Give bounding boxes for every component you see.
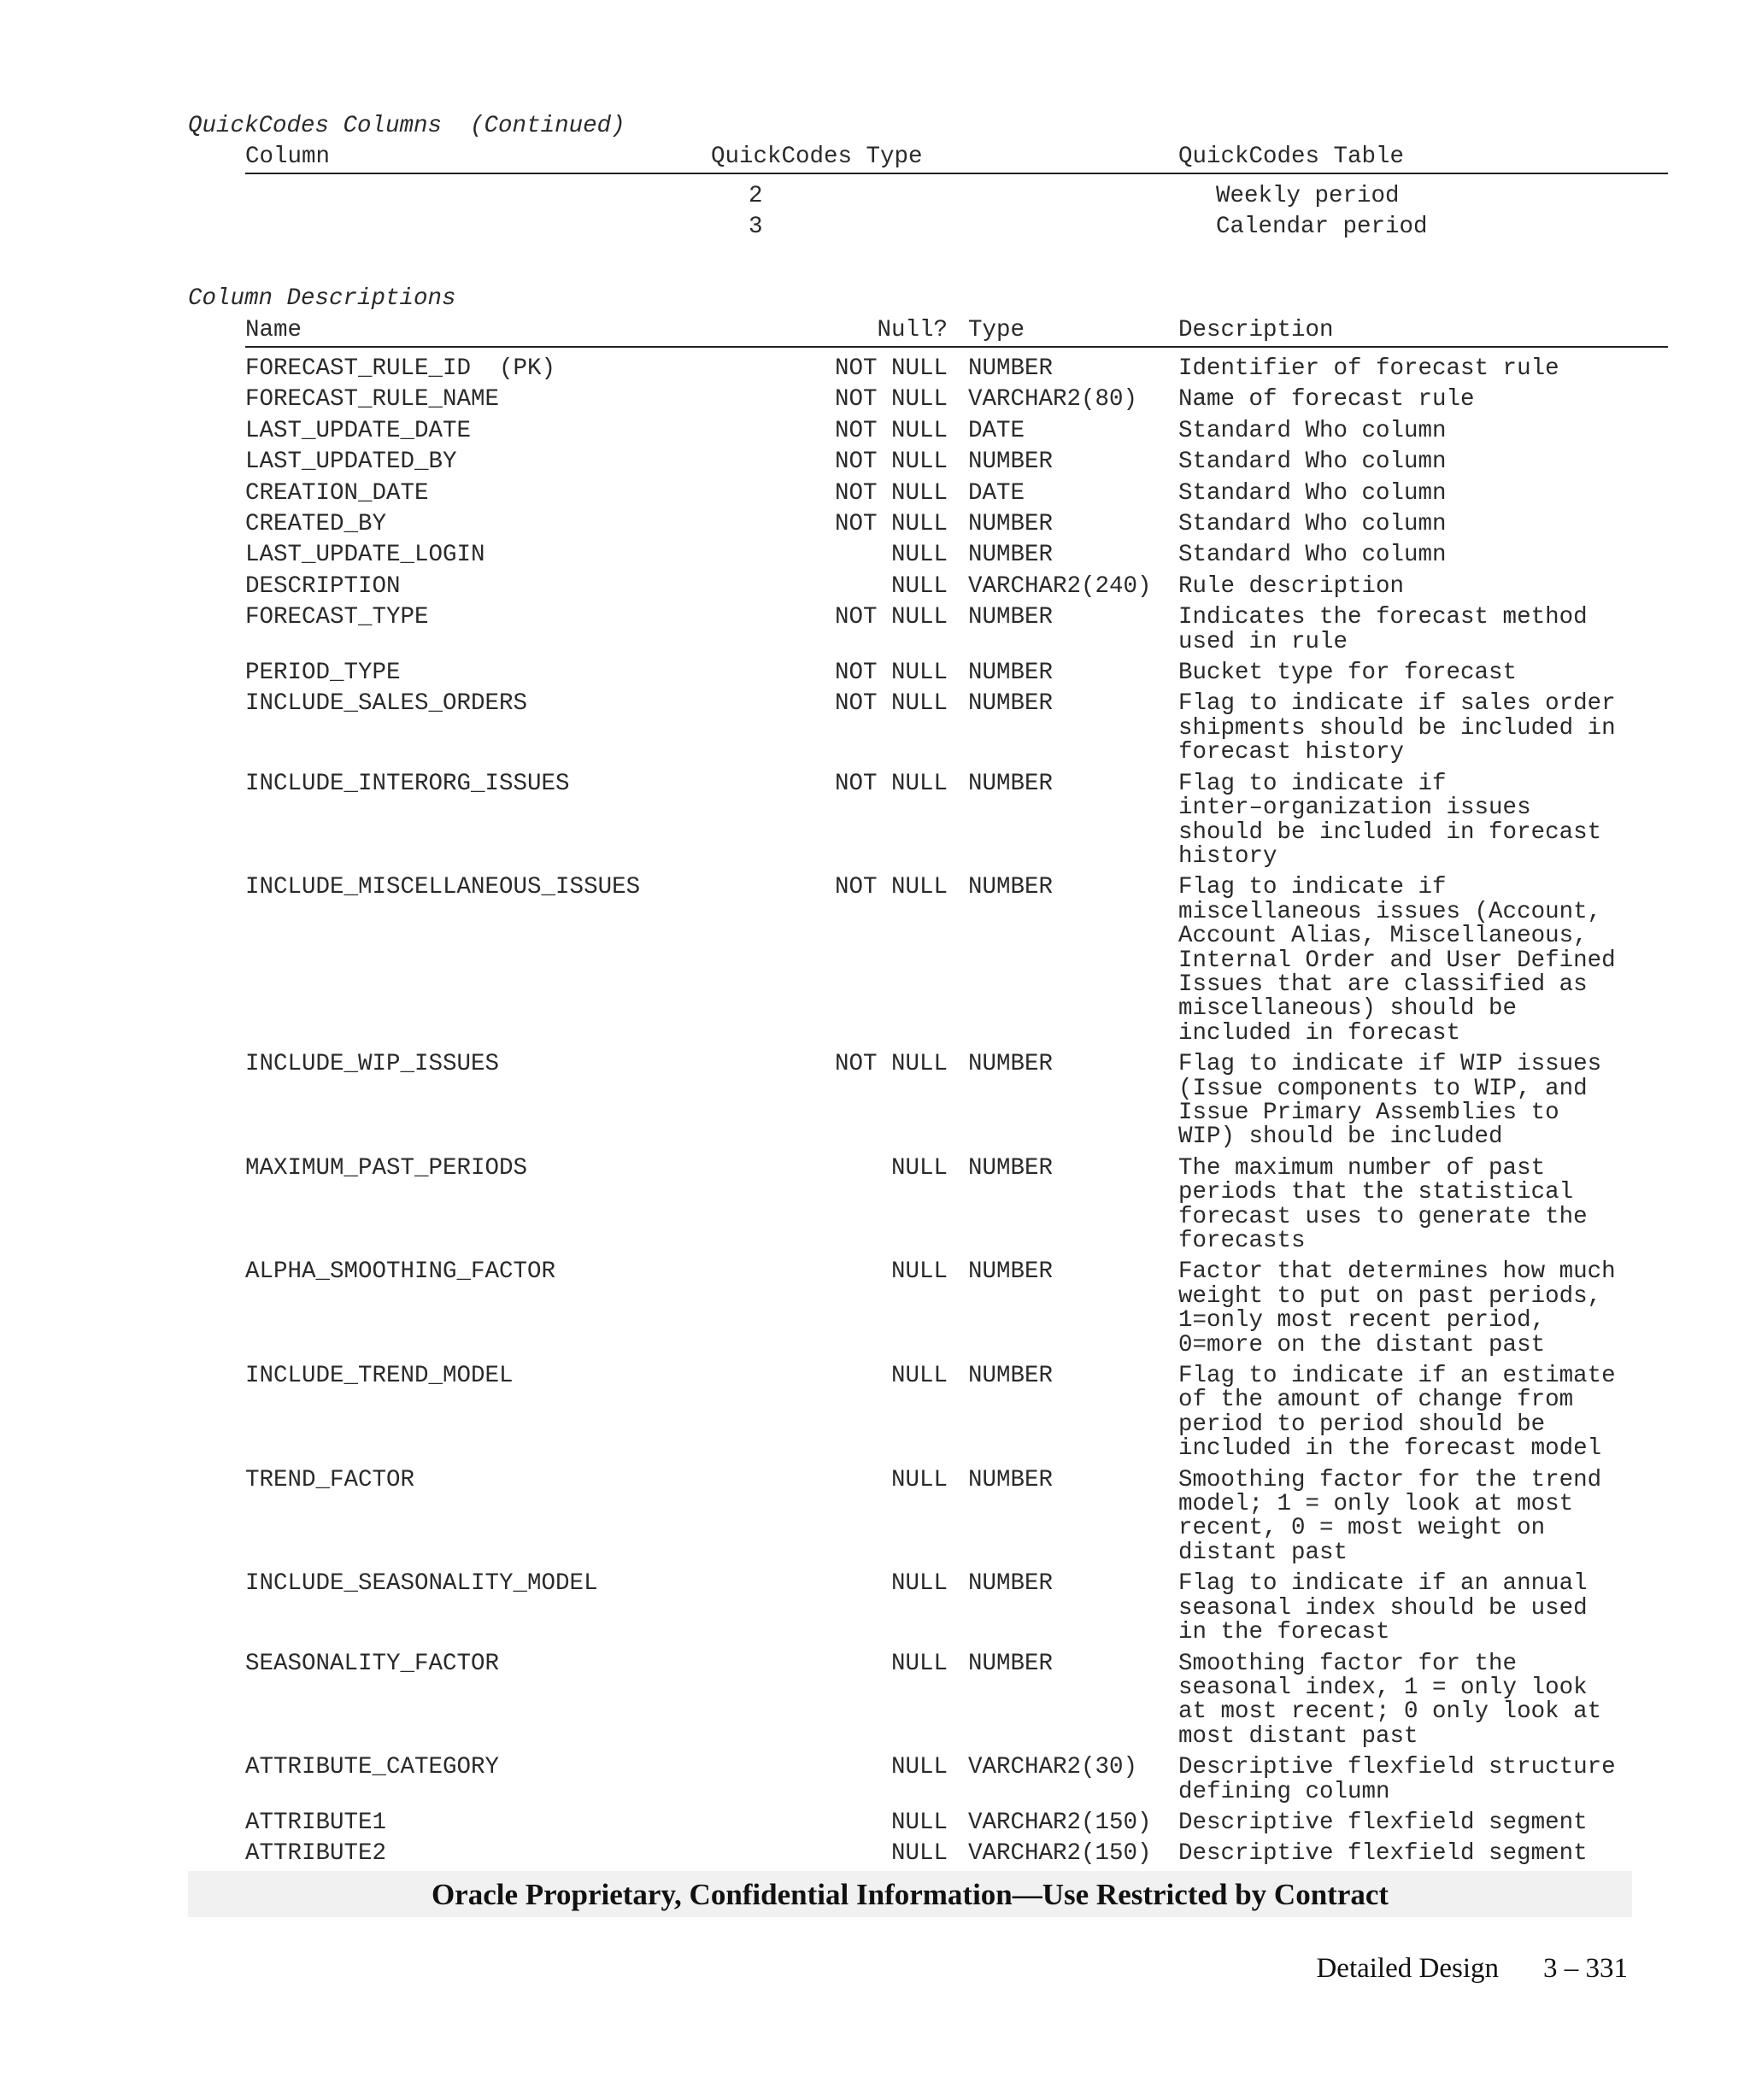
column-name: MAXIMUM_PAST_PERIODS: [245, 1154, 528, 1182]
column-type: NUMBER: [968, 355, 1054, 382]
section-title: Detailed Design: [1316, 1953, 1499, 1984]
column-type: VARCHAR2(240): [968, 572, 1152, 600]
column-type: NUMBER: [968, 1650, 1054, 1677]
table-row: [245, 692, 1668, 765]
header-type: Type: [968, 317, 1025, 343]
quickcodes-header-column: Column: [245, 144, 331, 170]
column-null: NULL: [890, 1363, 948, 1390]
column-type: NUMBER: [968, 1051, 1054, 1078]
column-null: NOT NULL: [834, 511, 948, 538]
column-null: NULL: [890, 1840, 948, 1868]
column-name: TREND_FACTOR: [245, 1466, 415, 1493]
column-name: ATTRIBUTE2: [245, 1840, 387, 1868]
column-name: CREATION_DATE: [245, 479, 429, 507]
table-row: [245, 1842, 1668, 1866]
quickcodes-type-value: 3: [749, 214, 763, 240]
table-row: [245, 1053, 1668, 1150]
column-descriptions-table: [245, 357, 1668, 1874]
column-name: PERIOD_TYPE: [245, 660, 401, 687]
column-description: The maximum number of past periods that the statistical forecast uses to generate the forecasts: [1178, 1154, 1588, 1254]
column-name: DESCRIPTION: [245, 572, 401, 600]
table-row: [245, 1154, 1668, 1254]
column-description: Flag to indicate if an estimate of the amount of change from period to period should be included in the forecast model: [1178, 1363, 1616, 1463]
header-description: Description: [1178, 317, 1334, 343]
column-name: ATTRIBUTE1: [245, 1809, 387, 1836]
column-null: NULL: [890, 1466, 948, 1493]
column-type: VARCHAR2(30): [968, 1754, 1138, 1781]
table-row: [245, 1260, 1668, 1358]
column-type: VARCHAR2(150): [968, 1809, 1152, 1836]
column-type: NUMBER: [968, 1363, 1054, 1390]
column-name: CREATED_BY: [245, 511, 387, 538]
column-description: Identifier of forecast rule: [1178, 355, 1559, 382]
column-type: NUMBER: [968, 1570, 1054, 1598]
table-row: [245, 543, 1668, 567]
column-description: Factor that determines how much weight to put on past periods, 1=only most recent period, 0=more on the distant past: [1178, 1258, 1616, 1358]
page-number: 3 – 331: [1543, 1953, 1628, 1984]
column-description: Flag to indicate if an annual seasonal index should be used in the forecast: [1178, 1570, 1588, 1646]
column-type: DATE: [968, 417, 1025, 444]
column-type: NUMBER: [968, 604, 1054, 631]
column-name: SEASONALITY_FACTOR: [245, 1650, 500, 1677]
quickcodes-header: [245, 145, 1668, 174]
column-description: Flag to indicate if sales order shipments should be included in forecast history: [1178, 690, 1616, 766]
column-description: Standard Who column: [1178, 417, 1447, 444]
column-null: NOT NULL: [834, 355, 948, 382]
column-description: Smoothing factor for the seasonal index, 1 = only look at most recent; 0 only look at most distant past: [1178, 1650, 1602, 1750]
column-null: NULL: [890, 1570, 948, 1598]
column-null: NOT NULL: [834, 417, 948, 444]
column-type: NUMBER: [968, 1466, 1054, 1493]
column-null: NOT NULL: [834, 386, 948, 414]
quickcodes-meaning: Weekly period: [1216, 183, 1400, 209]
table-row: [245, 1364, 1668, 1462]
quickcodes-meaning: Calendar period: [1216, 214, 1428, 240]
column-type: VARCHAR2(150): [968, 1840, 1152, 1868]
column-descriptions-header: [245, 319, 1668, 348]
column-name: LAST_UPDATE_LOGIN: [245, 542, 485, 569]
column-description: Flag to indicate if WIP issues (Issue components to WIP, and Issue Primary Assemblies to WIP) should be included: [1178, 1051, 1602, 1151]
table-row: [245, 419, 1668, 443]
confidential-notice: Oracle Proprietary, Confidential Information––Use Restricted by Contract: [431, 1878, 1389, 1911]
column-type: DATE: [968, 479, 1025, 507]
column-null: NULL: [890, 1258, 948, 1286]
column-type: NUMBER: [968, 874, 1054, 901]
quickcodes-header-table: QuickCodes Table: [1178, 144, 1405, 170]
column-name: INCLUDE_SALES_ORDERS: [245, 690, 528, 718]
column-description: Standard Who column: [1178, 479, 1447, 507]
table-row: [245, 1572, 1668, 1645]
table-row: [245, 606, 1668, 654]
column-name: INCLUDE_INTERORG_ISSUES: [245, 770, 570, 797]
column-description: Descriptive flexfield segment: [1178, 1840, 1588, 1868]
column-type: NUMBER: [968, 690, 1054, 718]
table-row: [245, 1466, 1668, 1566]
table-row: [245, 513, 1668, 537]
column-name: ALPHA_SMOOTHING_FACTOR: [245, 1258, 556, 1286]
column-description: Smoothing factor for the trend model; 1 = only look at most recent, 0 = most weight on distant past: [1178, 1466, 1602, 1566]
column-descriptions-caption: Column Descriptions: [188, 285, 456, 312]
column-null: NULL: [890, 1754, 948, 1781]
column-description: Bucket type for forecast: [1178, 660, 1518, 687]
quickcodes-caption: QuickCodes Columns (Continued): [188, 113, 625, 139]
column-name: INCLUDE_SEASONALITY_MODEL: [245, 1570, 598, 1598]
column-null: NOT NULL: [834, 449, 948, 476]
column-description: Standard Who column: [1178, 511, 1447, 538]
quickcodes-type-value: 2: [749, 183, 763, 209]
column-type: NUMBER: [968, 770, 1054, 797]
column-type: VARCHAR2(80): [968, 386, 1138, 414]
column-name: LAST_UPDATED_BY: [245, 449, 457, 476]
column-null: NOT NULL: [834, 690, 948, 718]
column-name: LAST_UPDATE_DATE: [245, 417, 472, 444]
column-description: Standard Who column: [1178, 449, 1447, 476]
table-row: [245, 772, 1668, 870]
table-row: [245, 1811, 1668, 1835]
column-description: Flag to indicate if inter–organization issues should be included in forecast history: [1178, 770, 1602, 870]
column-null: NULL: [890, 572, 948, 600]
table-row: [245, 388, 1668, 412]
column-type: NUMBER: [968, 660, 1054, 687]
column-description: Rule description: [1178, 572, 1405, 600]
table-row: [245, 479, 1668, 507]
column-null: NOT NULL: [834, 874, 948, 901]
header-name: Name: [245, 317, 302, 343]
column-null: NOT NULL: [834, 604, 948, 631]
column-name: INCLUDE_WIP_ISSUES: [245, 1051, 500, 1078]
column-name: ATTRIBUTE_CATEGORY: [245, 1754, 500, 1781]
column-type: NUMBER: [968, 1258, 1054, 1286]
column-description: Standard Who column: [1178, 542, 1447, 569]
column-name: FORECAST_RULE_ID (PK): [245, 355, 556, 382]
column-null: NOT NULL: [834, 770, 948, 797]
column-name: INCLUDE_MISCELLANEOUS_ISSUES: [245, 874, 641, 901]
column-name: INCLUDE_TREND_MODEL: [245, 1363, 514, 1390]
column-null: NOT NULL: [834, 479, 948, 507]
table-row: [245, 572, 1668, 600]
column-type: NUMBER: [968, 542, 1054, 569]
header-null: Null?: [877, 317, 948, 343]
column-description: Descriptive flexfield segment: [1178, 1809, 1588, 1836]
column-type: NUMBER: [968, 449, 1054, 476]
column-null: NULL: [890, 1154, 948, 1182]
column-description: Descriptive flexfield structure defining column: [1178, 1754, 1616, 1805]
table-row: [245, 1652, 1668, 1750]
quickcodes-header-type: QuickCodes Type: [711, 144, 923, 170]
column-name: FORECAST_RULE_NAME: [245, 386, 500, 414]
column-null: NULL: [890, 542, 948, 569]
column-description: Name of forecast rule: [1178, 386, 1475, 414]
table-row: [245, 661, 1668, 685]
column-null: NOT NULL: [834, 1051, 948, 1078]
column-null: NOT NULL: [834, 660, 948, 687]
column-type: NUMBER: [968, 1154, 1054, 1182]
column-null: NULL: [890, 1809, 948, 1836]
confidential-banner: [188, 1871, 1632, 1917]
column-type: NUMBER: [968, 511, 1054, 538]
column-description: Indicates the forecast method used in rule: [1178, 604, 1588, 655]
table-row: [245, 450, 1668, 474]
column-name: FORECAST_TYPE: [245, 604, 429, 631]
table-row: [245, 1756, 1668, 1804]
column-description: Flag to indicate if miscellaneous issues (Account, Account Alias, Miscellaneous, Internal Order and User Defined Issues that are classified as miscellaneous) should be included in forecast: [1178, 874, 1616, 1047]
column-null: NULL: [890, 1650, 948, 1677]
table-row: [245, 357, 1668, 381]
page-footer: [1316, 1953, 1628, 1985]
table-row: [245, 876, 1668, 1046]
